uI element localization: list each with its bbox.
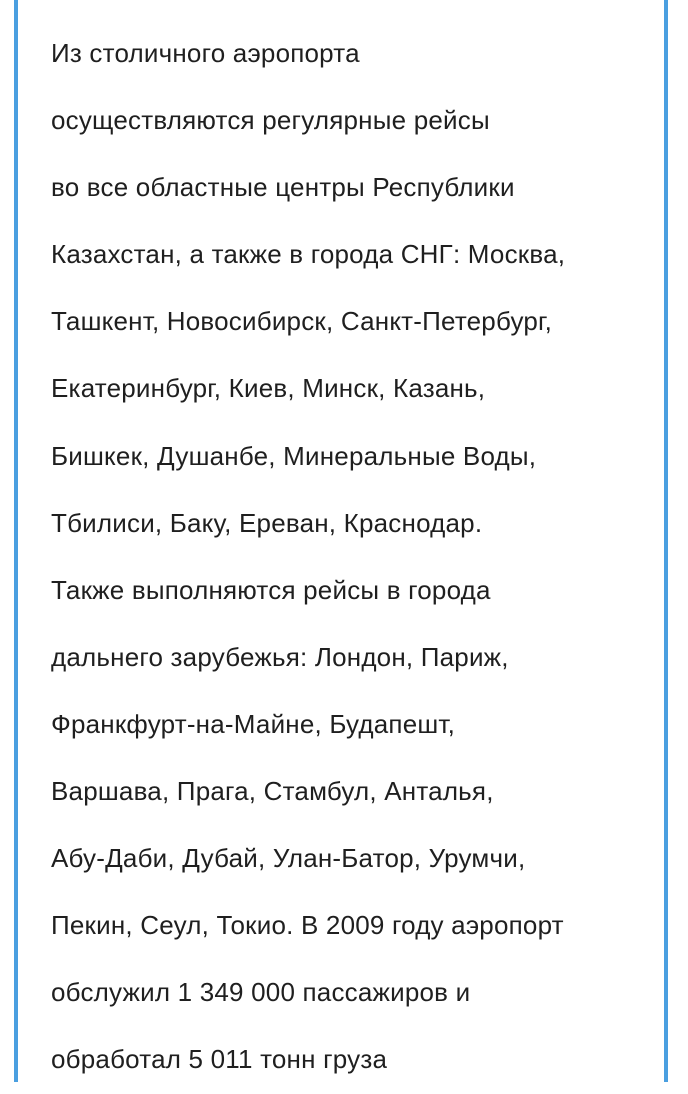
text-line: Абу-Даби, Дубай, Улан-Батор, Урумчи,: [51, 843, 526, 874]
text-line: осуществляются регулярные рейсы: [51, 105, 490, 136]
text-line: во все областные центры Республики: [51, 172, 515, 203]
text-line: Пекин, Сеул, Токио. В 2009 году аэропорт: [51, 910, 564, 941]
text-line: обработал 5 011 тонн груза: [51, 1044, 388, 1075]
text-line: Казахстан, а также в города СНГ: Москва,: [51, 239, 566, 270]
content-frame: [14, 0, 668, 1082]
text-line: Франкфурт-на-Майне, Будапешт,: [51, 708, 456, 739]
text-line: обслужил 1 349 000 пассажиров и: [51, 977, 471, 1008]
text-line: Также выполняются рейсы в города: [51, 574, 491, 605]
answer-text: [51, 20, 651, 1094]
text-line: Тбилиси, Баку, Ереван, Краснодар.: [51, 507, 483, 538]
text-line: Екатеринбург, Киев, Минск, Казань,: [51, 373, 486, 404]
text-line: Из столичного аэропорта: [51, 38, 360, 68]
text-line: Варшава, Прага, Стамбул, Анталья,: [51, 776, 494, 807]
text-line: Ташкент, Новосибирск, Санкт-Петербург,: [51, 306, 552, 337]
text-line: Бишкек, Душанбе, Минеральные Воды,: [51, 440, 537, 471]
text-line: дальнего зарубежья: Лондон, Париж,: [51, 641, 509, 672]
